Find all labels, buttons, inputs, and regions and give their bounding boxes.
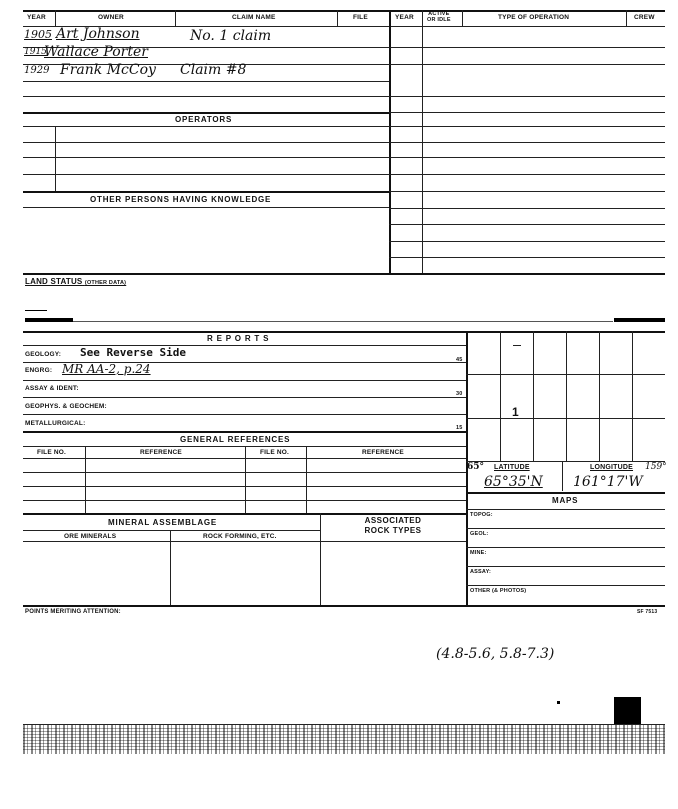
ranges-note: (4.8-5.6, 5.8-7.3) [436,646,555,662]
latitude-label: LATITUDE [494,464,530,471]
land-status-label: LAND STATUS [25,277,83,286]
header-active-idle [427,11,451,23]
owner-3-name: Frank McCoy [60,62,156,78]
scan-noise-band-2 [23,728,665,750]
maps-mine: MINE: [470,550,487,556]
header-crew: CREW [634,14,655,21]
land-status-heading [25,277,126,286]
active-label: ACTIVE [428,11,450,17]
ref-file-no-1: FILE NO. [37,449,67,456]
ref-reference-2: REFERENCE [362,449,404,456]
latitude-value: 65°35'N [484,474,543,490]
longitude-value: 161°17'W [573,474,643,490]
owner-1-year: 1905 [24,28,52,41]
engrg-value: MR AA-2, p.24 [62,362,151,376]
reports-heading: R E P O R T S [207,334,270,343]
form-number: SF 7513 [637,609,658,615]
points-meriting-attention: POINTS MERITING ATTENTION: [25,609,121,615]
assay-label: ASSAY & IDENT: [25,385,79,392]
owner-2-name: Wallace Porter [44,44,148,60]
engrg-label: ENGRG: [25,367,53,374]
header-year: YEAR [27,14,46,21]
metallurgical-label: METALLURGICAL: [25,420,86,427]
maps-topog: TOPOG: [470,512,493,518]
rock-types-label: ROCK TYPES [364,526,422,535]
maps-geol: GEOL: [470,531,489,537]
mineral-assemblage-heading: MINERAL ASSEMBLAGE [108,518,218,527]
scan-dot [557,701,560,704]
operators-heading: OPERATORS [175,115,233,124]
scan-blot [614,697,641,724]
grid-mark: 1 [512,405,519,419]
ref-reference-1: REFERENCE [140,449,182,456]
geology-label: GEOLOGY: [25,351,62,358]
header-file: FILE [353,14,368,21]
longitude-label: LONGITUDE [590,464,634,471]
other-persons-heading: OTHER PERSONS HAVING KNOWLEDGE [90,195,272,204]
margin-15: 15 [456,425,463,431]
owner-1-name: Art Johnson [56,26,140,42]
owner-3-claim: Claim #8 [180,62,247,78]
header-owner: OWNER [98,14,124,21]
idle-label: OR IDLE [427,17,451,23]
associated-rock-types-heading [340,516,446,536]
rock-forming-label: ROCK FORMING, ETC. [203,533,277,540]
owner-1-claim: No. 1 claim [190,28,272,44]
geology-value: See Reverse Side [80,346,186,359]
long-prefix: 159° [645,462,667,472]
general-references-heading: GENERAL REFERENCES [180,435,291,444]
grid-dash-mark [513,345,521,346]
header-claim-name: CLAIM NAME [232,14,276,21]
lat-prefix: 65° [467,462,485,472]
owner-2-year: 1915 [24,47,47,57]
margin-45: 45 [456,357,463,363]
maps-heading: MAPS [552,496,579,505]
maps-assay: ASSAY: [470,569,492,575]
header-year-2: YEAR [395,14,414,21]
geophys-label: GEOPHYS. & GEOCHEM: [25,403,107,410]
margin-30: 30 [456,391,463,397]
owner-3-year: 1929 [24,65,50,76]
ore-minerals-label: ORE MINERALS [64,533,117,540]
header-type-of-operation: TYPE OF OPERATION [498,14,570,21]
ref-file-no-2: FILE NO. [260,449,290,456]
maps-other: OTHER (& PHOTOS) [470,588,527,594]
land-status-sub: (OTHER DATA) [84,280,127,286]
associated-label: ASSOCIATED [364,516,422,525]
